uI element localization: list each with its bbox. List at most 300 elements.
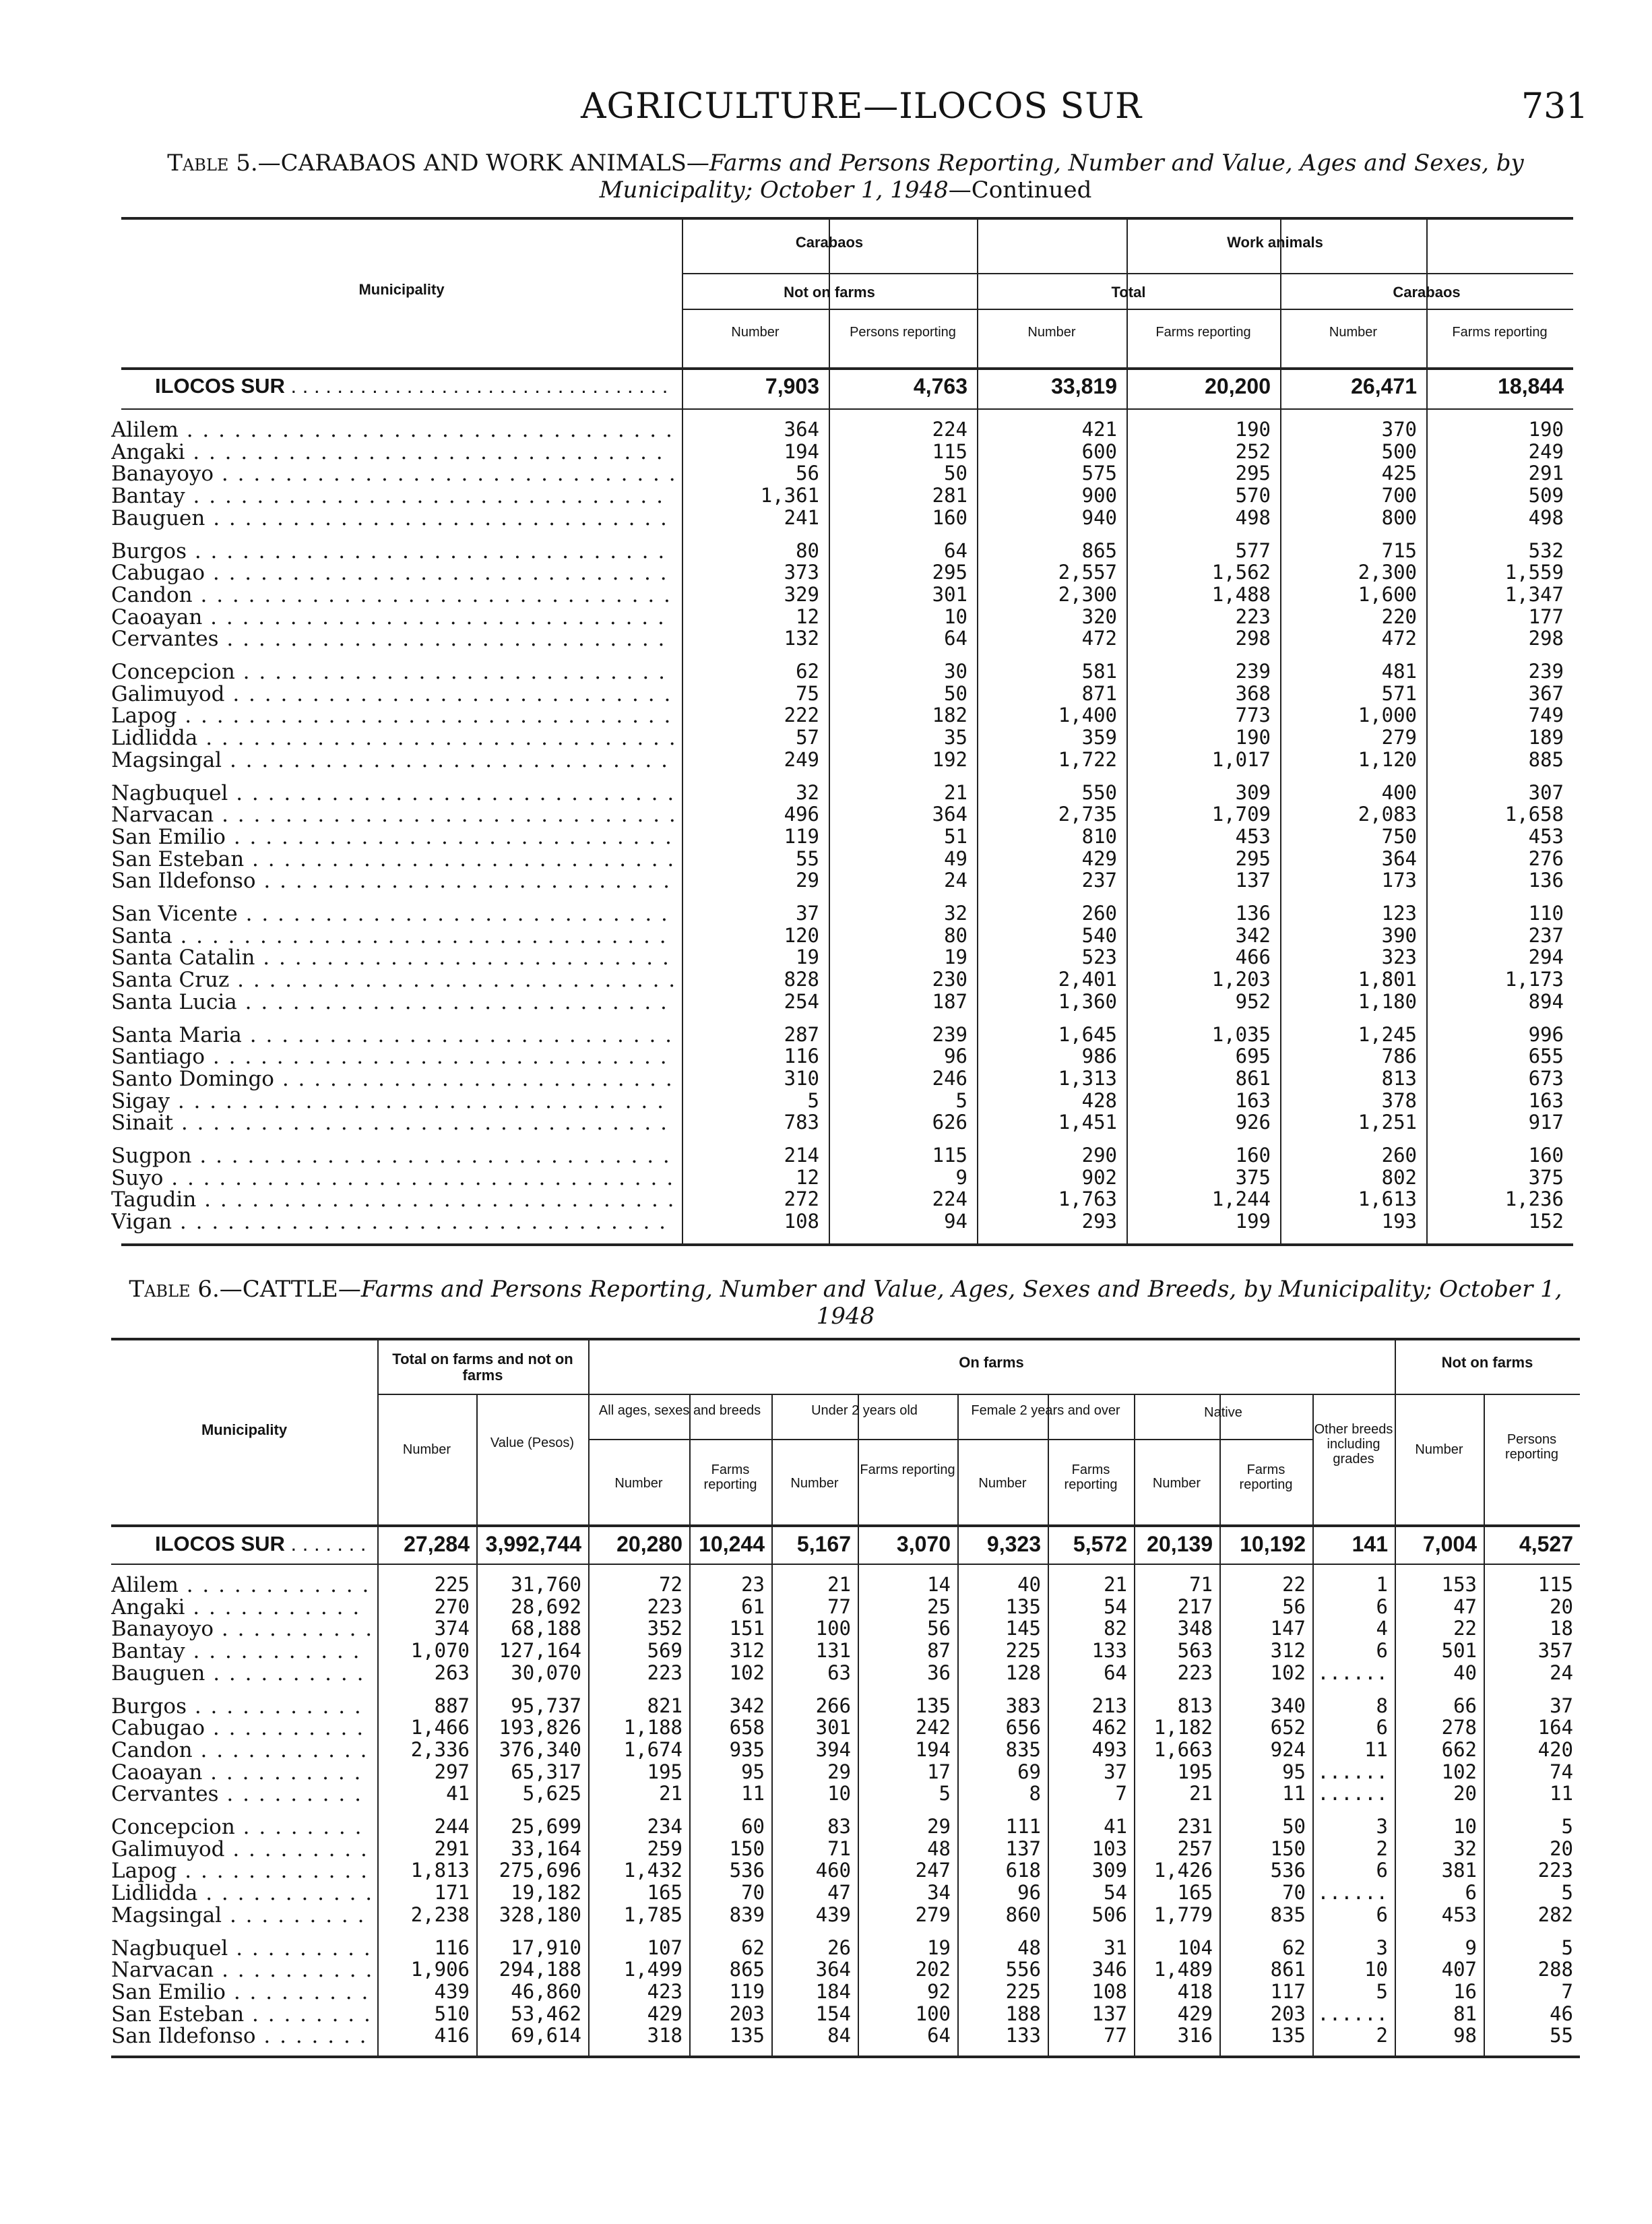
header-persons-reporting: Persons reporting [1505,1432,1558,1462]
cell-value: 75 [796,681,819,705]
header-number: Number [1027,325,1076,340]
municipality-name: Galimuyod . . . [111,1837,371,1861]
municipality-name: Magsingal . . . [111,1903,371,1927]
cell-value: 223 [1537,1859,1573,1882]
cell-value: 23 [741,1573,765,1596]
cell-value: 800 [1381,505,1417,529]
municipality-name: Caoayan . . . [111,1760,371,1785]
cell-value: 48 [1017,1936,1041,1959]
cell-value: 50 [944,462,967,485]
cell-value: 294,188 [499,1958,581,1981]
page-number: 731 [1521,86,1589,127]
cell-value: 147 [1270,1617,1306,1640]
cell-value: 749 [1528,704,1564,727]
cell-value: 177 [1528,605,1564,628]
cell-value: 119 [784,824,819,848]
cell-value: 55 [796,846,819,870]
cell-value: 1,173 [1504,968,1564,991]
cell-value: 894 [1528,989,1564,1013]
cell-value: 10 [827,1782,851,1805]
cell-value: 439 [815,1903,851,1926]
cell-value: 940 [1081,505,1117,529]
cell-value: 225 [1005,1639,1041,1663]
cell-value: 135 [1005,1595,1041,1618]
cell-value: 8 [1029,1782,1041,1805]
cell-value: 1,613 [1358,1187,1417,1211]
cell-value: 861 [1270,1958,1306,1981]
cell-value: 70 [741,1881,765,1905]
table-rule [682,309,977,310]
total-row-value: 3,070 [896,1532,951,1556]
cell-value: 481 [1381,660,1417,683]
cell-value: 21 [1189,1782,1213,1805]
header-total: Total [1111,284,1146,301]
cell-value: 60 [741,1815,765,1838]
cell-value: 861 [1235,1066,1271,1090]
header-not-on-farms: Not on farms [1441,1354,1533,1371]
cell-value: 46 [1550,2002,1573,2025]
municipality-name: San Esteban . . . [111,2002,371,2027]
municipality-name: Santo Domingo . . . [111,1067,674,1091]
cell-value: 1,360 [1058,989,1117,1013]
cell-value: 263 [434,1661,470,1684]
cell-value: 55 [1550,2024,1573,2047]
header-sub-number: Number [1152,1476,1201,1491]
municipality-name: Santa Catalin . . . [111,946,674,970]
cell-value: 466 [1235,946,1271,969]
municipality-name: Santa Cruz . . . [111,968,674,992]
cell-value: 31,760 [511,1573,581,1596]
cell-value: 839 [729,1903,765,1926]
cell-value: 352 [647,1617,682,1640]
cell-value: 115 [1537,1573,1573,1596]
cell-value: 421 [1081,418,1117,441]
cell-value: 506 [1091,1903,1127,1926]
cell-value: 20 [1550,1595,1573,1618]
cell-value: 367 [1528,681,1564,705]
cell-value: 22 [1282,1573,1306,1596]
cell-value: 1,658 [1504,803,1564,826]
cell-value: 364 [784,418,819,441]
total-row-value: 7,903 [765,374,819,398]
municipality-name: Narvacan . . . [111,803,674,827]
cell-value: 160 [1528,1144,1564,1167]
municipality-name: Bantay . . . [111,484,674,508]
cell-value: 571 [1381,681,1417,705]
municipality-name: Santa Maria . . . [111,1023,674,1047]
cell-value: 80 [944,923,967,947]
cell-value: 154 [815,2002,851,2025]
cell-value: 234 [647,1815,682,1838]
cell-value: 22 [1453,1617,1477,1640]
cell-value: 813 [1381,1066,1417,1090]
cell-value: 213 [1091,1694,1127,1717]
cell-value: 17 [927,1760,951,1783]
cell-value: 294 [1528,946,1564,969]
cell-value: 373 [784,561,819,584]
cell-value: 429 [1081,846,1117,870]
cell-value: 1,763 [1058,1187,1117,1211]
municipality-name: Bauguen . . . [111,506,674,530]
cell-value: 57 [796,726,819,749]
cell-value: 453 [1528,824,1564,848]
cell-value: 62 [1282,1936,1306,1959]
cell-value: 270 [434,1595,470,1618]
cell-value: 193,826 [499,1716,581,1739]
cell-value: 123 [1381,902,1417,925]
table-rule [121,1243,1573,1246]
cell-value: 46,860 [511,1979,581,2003]
cell-value: 69,614 [511,2024,581,2047]
cell-value: 282 [1537,1903,1573,1926]
municipality-name: Angaki . . . [111,1595,371,1619]
cell-value: 1,313 [1058,1066,1117,1090]
cell-value: 1,361 [760,484,819,507]
cell-value: ...... [1317,1661,1388,1684]
cell-value: 359 [1081,726,1117,749]
table-rule [121,408,1573,410]
cell-value: 493 [1091,1737,1127,1761]
total-row-value: 7,004 [1422,1532,1477,1556]
cell-value: 600 [1081,439,1117,463]
cell-value: 135 [915,1694,951,1717]
cell-value: 5 [955,1088,967,1112]
cell-value: 5,625 [522,1782,581,1805]
cell-value: 6 [1376,1639,1388,1663]
total-row-value: 5,167 [796,1532,851,1556]
column-rule [858,1439,859,1524]
cell-value: 556 [1005,1958,1041,1981]
table-rule [111,1524,1580,1527]
municipality-name: Cabugao . . . [111,561,674,585]
cell-value: 658 [729,1716,765,1739]
cell-value: ...... [1317,1760,1388,1783]
cell-value: 279 [1381,726,1417,749]
cell-value: 72 [659,1573,682,1596]
municipality-name: Lidlidda . . . [111,726,674,750]
municipality-name: Tagudin . . . [111,1187,674,1212]
cell-value: 276 [1528,846,1564,870]
cell-value: 214 [784,1144,819,1167]
cell-value: 416 [434,2024,470,2047]
cell-value: 288 [1537,1958,1573,1981]
cell-value: 394 [815,1737,851,1761]
cell-value: 81 [1453,2002,1477,2025]
cell-value: 298 [1235,627,1271,650]
cell-value: 164 [1537,1716,1573,1739]
total-row-value: 10,244 [699,1532,765,1556]
cell-value: 50 [1282,1815,1306,1838]
cell-value: 810 [1081,824,1117,848]
municipality-name: San Emilio . . . [111,825,674,849]
cell-value: 2,238 [410,1903,470,1926]
cell-value: 137 [1091,2002,1127,2025]
cell-value: 95 [741,1760,765,1783]
total-row-value: 27,284 [404,1532,470,1556]
cell-value: 237 [1081,869,1117,892]
header-female-2: Female 2 years and over [971,1403,1120,1418]
cell-value: 37 [1104,1760,1127,1783]
cell-value: 63 [827,1661,851,1684]
cell-value: 145 [1005,1617,1041,1640]
cell-value: 1,813 [410,1859,470,1882]
cell-value: 260 [1081,902,1117,925]
municipality-name: San Emilio . . . [111,1980,371,2004]
cell-value: 103 [1091,1836,1127,1860]
cell-value: 102 [1441,1760,1477,1783]
cell-value: 247 [915,1859,951,1882]
cell-value: 7 [1115,1782,1127,1805]
municipality-name: Vigan . . . [111,1210,674,1234]
cell-value: 8 [1376,1694,1388,1717]
cell-value: 1,017 [1211,747,1271,771]
cell-value: 1,499 [623,1958,682,1981]
cell-value: 700 [1381,484,1417,507]
header-not-on-farms: Not on farms [784,284,875,301]
cell-value: 135 [1270,2024,1306,2047]
cell-value: 1,663 [1153,1737,1213,1761]
cell-value: 116 [434,1936,470,1959]
table-rule [588,1439,1312,1440]
cell-value: 291 [1528,462,1564,485]
cell-value: 1,182 [1153,1716,1213,1739]
cell-value: 160 [1235,1144,1271,1167]
header-number: Number [402,1442,451,1457]
cell-value: 87 [927,1639,951,1663]
municipality-name: San Ildefonso . . . [111,869,674,893]
cell-value: 64 [944,627,967,650]
cell-value: 12 [796,1165,819,1189]
cell-value: 119 [729,1979,765,2003]
cell-value: 2,083 [1358,803,1417,826]
cell-value: 400 [1381,780,1417,804]
cell-value: 10 [1453,1815,1477,1838]
cell-value: 1,779 [1153,1903,1213,1926]
cell-value: 496 [784,803,819,826]
table-rule [682,273,977,274]
cell-value: 307 [1528,780,1564,804]
cell-value: 241 [784,505,819,529]
cell-value: 100 [815,1617,851,1640]
cell-value: 6 [1376,1595,1388,1618]
cell-value: 5 [1376,1979,1388,2003]
cell-value: 887 [434,1694,470,1717]
cell-value: 272 [784,1187,819,1211]
cell-value: 31 [1104,1936,1127,1959]
header-total-group: Total on farms and not on farms [392,1351,573,1384]
cell-value: 924 [1270,1737,1306,1761]
cell-value: 41 [1104,1815,1127,1838]
header-number: Number [1329,325,1378,340]
cell-value: 293 [1081,1210,1117,1233]
total-row-value: 20,139 [1147,1532,1213,1556]
cell-value: 1,203 [1211,968,1271,991]
cell-value: 2,336 [410,1737,470,1761]
cell-value: 77 [827,1595,851,1618]
cell-value: 188 [1005,2002,1041,2025]
cell-value: 244 [434,1815,470,1838]
cell-value: 279 [915,1903,951,1926]
cell-value: 195 [1177,1760,1213,1783]
table-rule [1395,1394,1580,1395]
cell-value: 108 [784,1210,819,1233]
cell-value: 239 [1235,660,1271,683]
cell-value: 715 [1381,538,1417,562]
cell-value: 56 [796,462,819,485]
cell-value: 41 [446,1782,470,1805]
cell-value: 2,300 [1358,561,1417,584]
cell-value: 249 [784,747,819,771]
cell-value: 21 [827,1573,851,1596]
cell-value: 865 [729,1958,765,1981]
cell-value: 223 [1235,605,1271,628]
cell-value: 117 [1270,1979,1306,2003]
cell-value: 295 [1235,462,1271,485]
cell-value: 2,557 [1058,561,1117,584]
cell-value: 376,340 [499,1737,581,1761]
cell-value: ...... [1317,1782,1388,1805]
cell-value: 70 [1282,1881,1306,1905]
municipality-name: Nagbuquel . . . [111,781,674,805]
cell-value: 1,432 [623,1859,682,1882]
cell-value: 472 [1081,627,1117,650]
total-row-name: ILOCOS SUR . . . [155,1532,371,1556]
cell-value: 297 [434,1760,470,1783]
cell-value: 509 [1528,484,1564,507]
cell-value: 462 [1091,1716,1127,1739]
cell-value: 310 [784,1066,819,1090]
municipality-name: Sugpon . . . [111,1144,674,1168]
cell-value: 104 [1177,1936,1213,1959]
cell-value: 77 [1104,2024,1127,2047]
total-row-value: 4,527 [1519,1532,1573,1556]
cell-value: 163 [1528,1088,1564,1112]
cell-value: 1,245 [1358,1022,1417,1046]
cell-value: 1,801 [1358,968,1417,991]
municipality-name: Burgos . . . [111,539,674,563]
cell-value: 540 [1081,923,1117,947]
cell-value: 24 [1550,1661,1573,1684]
table6-label: Table 6. [129,1276,220,1303]
cell-value: 165 [1177,1881,1213,1905]
cell-value: 428 [1081,1088,1117,1112]
municipality-name: Banayoyo . . . [111,462,674,486]
cell-value: 100 [915,2002,951,2025]
municipality-name: Cervantes . . . [111,627,674,651]
cell-value: 418 [1177,1979,1213,2003]
table5-caption [111,150,1580,204]
cell-value: 111 [1005,1815,1041,1838]
cell-value: 49 [944,846,967,870]
cell-value: 1,347 [1504,582,1564,606]
cell-value: 242 [915,1716,951,1739]
cell-value: 340 [1270,1694,1306,1717]
cell-value: 871 [1081,681,1117,705]
cell-value: 536 [729,1859,765,1882]
cell-value: 309 [1235,780,1271,804]
municipality-name: Sigay . . . [111,1089,674,1113]
cell-value: 1,070 [410,1639,470,1663]
cell-value: 9 [955,1165,967,1189]
cell-value: 223 [1177,1661,1213,1684]
cell-value: 11 [1282,1782,1306,1805]
cell-value: 536 [1270,1859,1306,1882]
cell-value: 935 [729,1737,765,1761]
cell-value: 1,400 [1058,704,1117,727]
cell-value: 225 [434,1573,470,1596]
cell-value: 320 [1081,605,1117,628]
cell-value: 259 [647,1836,682,1860]
municipality-name: Concepcion . . . [111,1815,371,1839]
cell-value: ...... [1317,2002,1388,2025]
cell-value: 120 [784,923,819,947]
cell-value: 260 [1381,1144,1417,1167]
cell-value: 17,910 [511,1936,581,1959]
cell-value: 195 [647,1760,682,1783]
municipality-name: San Ildefonso . . . [111,2024,371,2048]
cell-value: 6 [1376,1859,1388,1882]
table-rule [111,2056,1580,2058]
cell-value: 48 [927,1836,951,1860]
municipality-name: Alilem . . . [111,1573,371,1597]
cell-value: 383 [1005,1694,1041,1717]
cell-value: 32 [944,902,967,925]
cell-value: 2,401 [1058,968,1117,991]
municipality-name: Cervantes . . . [111,1782,371,1806]
cell-value: 328,180 [499,1903,581,1926]
cell-value: 453 [1235,824,1271,848]
cell-value: 108 [1091,1979,1127,2003]
cell-value: 802 [1381,1165,1417,1189]
municipality-name: Alilem . . . [111,418,674,442]
cell-value: 266 [815,1694,851,1717]
municipality-name: Concepcion . . . [111,660,674,684]
cell-value: 163 [1235,1088,1271,1112]
cell-value: 107 [647,1936,682,1959]
cell-value: 1,600 [1358,582,1417,606]
cell-value: 498 [1235,505,1271,529]
municipality-name: Bauguen . . . [111,1661,371,1686]
cell-value: 20 [1550,1836,1573,1860]
header-sub-farms-reporting: Farms reporting [860,1462,955,1477]
cell-value: 132 [784,627,819,650]
municipality-name: Lapog . . . [111,704,674,728]
cell-value: 563 [1177,1639,1213,1663]
cell-value: 80 [796,538,819,562]
municipality-name: Angaki . . . [111,440,674,464]
cell-value: 28,692 [511,1595,581,1618]
cell-value: 190 [1528,418,1564,441]
cell-value: 192 [932,747,967,771]
cell-value: 217 [1177,1595,1213,1618]
cell-value: 773 [1235,704,1271,727]
cell-value: 986 [1081,1045,1117,1068]
header-municipality: Municipality [358,281,445,298]
table-rule [111,1338,1580,1340]
cell-value: 12 [796,605,819,628]
table5-subtitle: Farms and Persons Reporting, Number and Value, Ages and Sexes, by Municipality; October 1, 1948 [599,150,1524,204]
cell-value: 673 [1528,1066,1564,1090]
municipality-name: Narvacan . . . [111,1958,371,1982]
table-rule [588,1394,1395,1395]
cell-value: 342 [729,1694,765,1717]
cell-value: 30,070 [511,1661,581,1684]
cell-value: 6 [1376,1903,1388,1926]
cell-value: 61 [741,1595,765,1618]
cell-value: 813 [1177,1694,1213,1717]
cell-value: 47 [1453,1595,1477,1618]
cell-value: 312 [1270,1639,1306,1663]
